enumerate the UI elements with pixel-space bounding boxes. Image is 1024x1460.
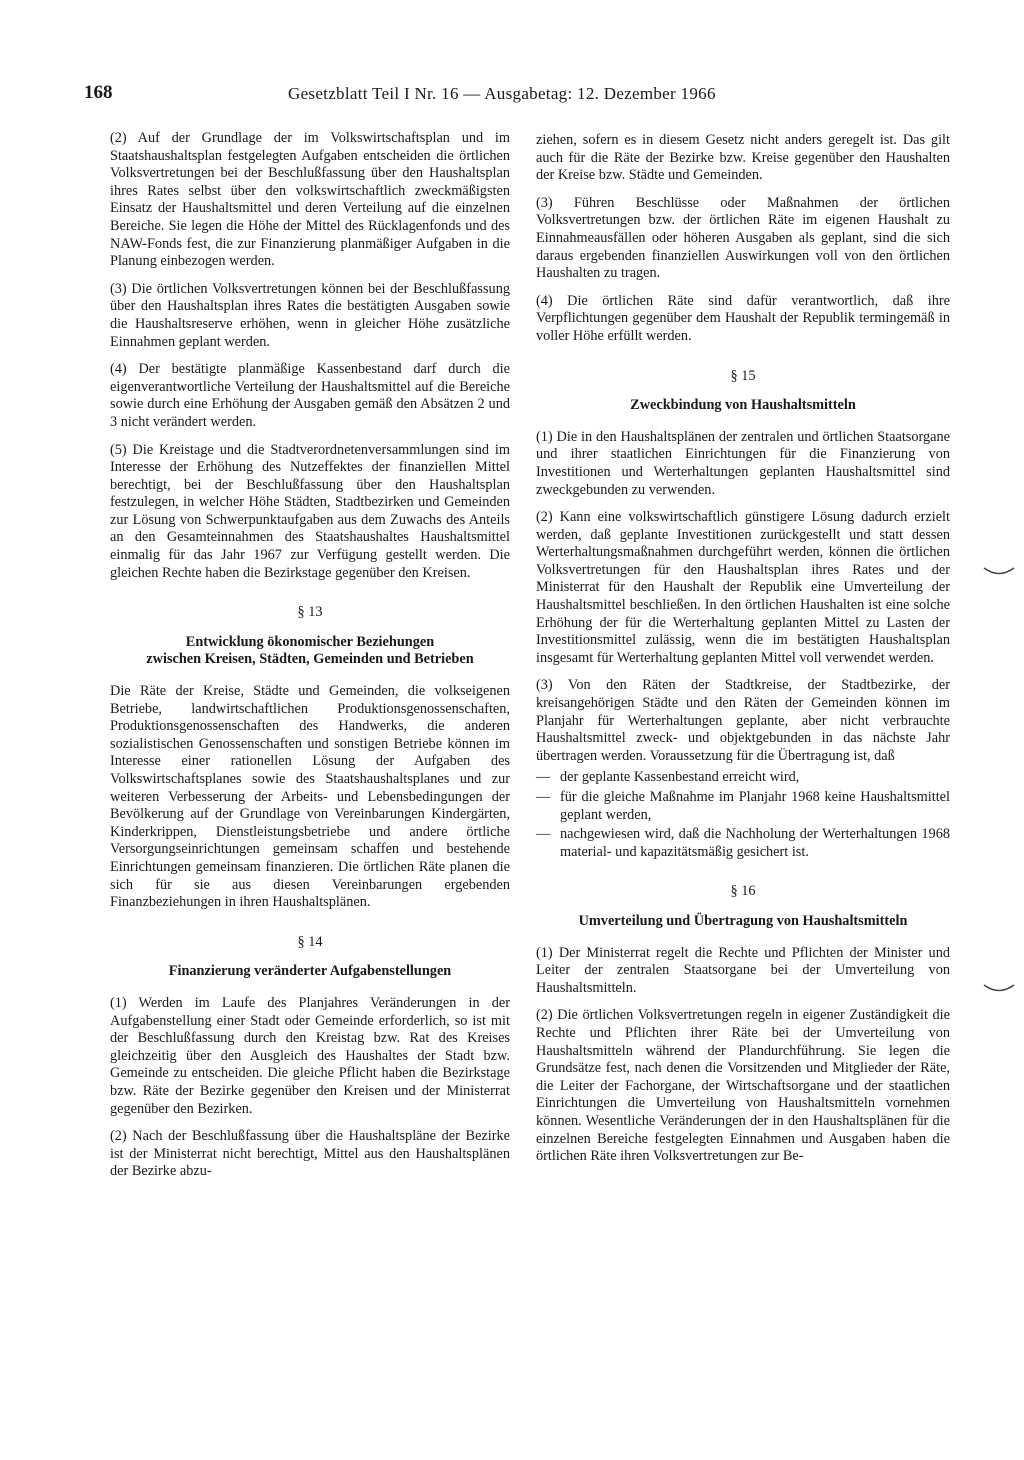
margin-curve-mark (982, 565, 1016, 577)
section-16-paragraph-2: (2) Die örtlichen Volksvertretungen regeln in eigener Zuständigkeit die Rechte und Pflichten ihrer Räte bei der Umverteilung von Haushaltsmitteln während der Plandurchführung. Sie legen die Grundsätze fest, nach denen die Vorsitzenden und Mitglieder der Räte, die Leiter der Fachorgane, der Wirtschaftsorgane und der staatlichen Einrichtungen die Umverteilung von Haushaltsmitteln vornehmen können. Wesentliche Veränderungen der in den Haushaltsplänen für die einzelnen Bereiche festgelegten Einnahmen und Ausgaben haben die örtlichen Räte ihren Volksvertretungen zur Be- (536, 1007, 950, 1165)
list-item-text: für die gleiche Maßnahme im Planjahr 1968 keine Haushaltsmittel geplant werden, (560, 789, 950, 823)
section-14-number: § 14 (297, 933, 323, 950)
section-13-text: Die Räte der Kreise, Städte und Gemeinden, die volkseigenen Betriebe, landwirtschaftlichen Produktionsgenossenschaften, Produktionsgenossenschaften des Handwerks, die anderen sozialistischen Genossenschaften und sonstigen Betriebe können im Interesse einer rationellen Lösung der Aufgaben des Volkswirtschaftsplanes sowie des Staatshaushaltsplanes und zur weiteren Verbesserung der Arbeits- und Lebensbedingungen der Bevölkerung auf der Grundlage von Vereinbarungen Kindergärten, Kinderkrippen, Dienstleistungsbetriebe und andere örtliche Versorgungseinrichtungen gemeinsam schaffen und bestehende Einrichtungen gemeinsam finanzieren. Die örtlichen Räte planen die sich für sie aus diesen Vereinbarungen ergebenden Finanzbeziehungen in ihren Haushaltsplänen. (110, 683, 510, 911)
section-14-paragraph-2-start: (2) Nach der Beschlußfassung über die Haushaltspläne der Bezirke ist der Ministerrat nicht berechtigt, Mittel aus den Haushaltsplänen der Bezirke abzu- (110, 1128, 510, 1180)
paragraph-12-2: (2) Auf der Grundlage der im Volkswirtschaftsplan und im Staatshaushaltsplan festgelegten Aufgaben entscheiden die örtlichen Volksvertretungen bei der Beschlußfassung über den Haushaltsplan ihres Rates selbst über den volkswirtschaftlich zweckmäßigsten Einsatz der Haushaltsmittel und deren Verteilung auf die einzelnen Bereiche. Sie legen die Höhe der Mittel des Rücklagenfonds und des NAW-Fonds fest, die zur Finanzierung planmäßiger Aufgaben in die Planung einbezogen werden. (110, 130, 510, 270)
list-dash: — (536, 826, 551, 843)
section-14-title: Finanzierung veränderter Aufgabenstellungen (168, 963, 452, 980)
paragraph-12-4: (4) Der bestätigte planmäßige Kassenbestand darf durch die eigenverantwortliche Verteilung der Haushaltsmittel auf die Bereiche sowie durch eine Erhöhung der Ausgaben gemäß den Absätzen 2 und 3 nicht verändert werden. (110, 361, 510, 430)
list-item (536, 789, 950, 824)
section-15-paragraph-2: (2) Kann eine volkswirtschaftlich günstigere Lösung dadurch erzielt werden, daß geplante Investitionen zurückgestellt und statt dessen Werterhaltungsmaßnahmen durchgeführt werden, können die örtlichen Volksvertretungen für den Haushaltsplan ihres Rates und der Ministerrat für den Haushalt der Republik eine Umverteilung der Haushaltsmittel beschließen. In den örtlichen Haushalten ist eine solche Erhöhung der für die Werterhaltung geplanten Mittel zu Lasten der Investitionsmittel zulässig, wenn die im bestätigten Haushaltsplan insgesamt für Werterhaltung geplanten Mittel voll verwendet werden. (536, 509, 950, 666)
margin-curve-mark (982, 982, 1016, 994)
section-16-title: Umverteilung und Übertragung von Haushaltsmitteln (578, 912, 908, 929)
section-13-title-line-1: Entwicklung ökonomischer Beziehungen (185, 633, 435, 650)
section-15-number: § 15 (730, 367, 756, 384)
right-column (536, 132, 950, 1176)
list-dash: — (536, 769, 551, 786)
paragraph-12-5: (5) Die Kreistage und die Stadtverordnetenversammlungen sind im Interesse der Erhöhung des Nutzeffektes der finanziellen Mittel berechtigt, bei der Beschlußfassung über den Haushaltsplan festzulegen, in welcher Höhe Städten, Stadtbezirken und Gemeinden zur Lösung von Schwerpunktaufgaben aus dem Zuwachs des Anteils an den Gesamteinnahmen des Staatshaushaltes Haushaltsmittel einmalig für das Jahr 1967 zur Verfügung gestellt werden. Die gleichen Rechte haben die Bezirkstage gegenüber den Kreisen. (110, 441, 510, 581)
list-item (536, 826, 950, 861)
section-13-title (110, 634, 510, 669)
section-16-paragraph-1: (1) Der Ministerrat regelt die Rechte und Pflichten der Minister und Leiter der zentralen Staatsorgane bei der Umverteilung von Haushaltsmitteln. (536, 944, 950, 996)
section-15-paragraph-3: (3) Von den Räten der Stadtkreise, der Stadtbezirke, der kreisangehörigen Städte und den Räten der Gemeinden können im Planjahr für Werterhaltungen geplante, aber nicht verbrauchte Haushaltsmittel zweck- und objektgebunden in das nächste Jahr übertragen werden. Voraussetzung für die Übertragung ist, daß (536, 677, 950, 764)
list-item (536, 769, 950, 787)
page-number: 168 (84, 82, 113, 103)
section-14-paragraph-2-continued: ziehen, sofern es in diesem Gesetz nicht anders geregelt ist. Das gilt auch für die Räte der Bezirke bzw. Kreise gegenüber den Haushalten der Kreise bzw. Städte und Gemeinden. (536, 132, 950, 184)
list-dash: — (536, 789, 551, 805)
section-15-condition-list (536, 769, 950, 861)
running-head: Gesetzblatt Teil I Nr. 16 — Ausgabetag: 12. Dezember 1966 (288, 84, 716, 103)
section-15-title: Zweckbindung von Haushaltsmitteln (630, 397, 856, 414)
section-14-paragraph-1: (1) Werden im Laufe des Planjahres Veränderungen in der Aufgabenstellung einer Stadt oder Gemeinde erforderlich, so ist mit der Beschlußfassung durch den Kreistag bzw. Rat des Kreises gleichzeitig über den Ausgleich des Haushaltes der Stadt bzw. Gemeinde zu entscheiden. Die gleiche Pflicht haben die Bezirkstage bzw. Räte der Bezirke gegenüber den Kreisen und der Ministerrat gegenüber den Bezirken. (110, 994, 510, 1117)
paragraph-12-3: (3) Die örtlichen Volksvertretungen können bei der Beschlußfassung über den Haushaltsplan ihres Rates die bestätigten Ausgaben sowie die Haushaltsreserve erhöhen, wenn in gleicher Höhe zusätzliche Einnahmen geplant werden. (110, 280, 510, 350)
section-14-paragraph-3: (3) Führen Beschlüsse oder Maßnahmen der örtlichen Volksvertretungen bzw. der örtlichen Räte im eigenen Haushalt zu Einnahmeausfällen oder höheren Ausgaben als geplant, sind die sich daraus ergebenden finanziellen Auswirkungen voll von den örtlichen Haushalten zu tragen. (536, 194, 950, 282)
section-14-paragraph-4: (4) Die örtlichen Räte sind dafür verantwortlich, daß ihre Verpflichtungen gegenüber dem Haushalt der Republik termingemäß in voller Höhe erfüllt werden. (536, 292, 950, 344)
section-15-paragraph-1: (1) Die in den Haushaltsplänen der zentralen und örtlichen Staatsorgane und ihrer staatlichen Einrichtungen für die Finanzierung von Investitionen und Werterhaltungen geplanten Haushaltsmittel sind zweckgebunden zu verwenden. (536, 428, 950, 498)
list-item-text: der geplante Kassenbestand erreicht wird, (560, 769, 800, 786)
list-item-text: nachgewiesen wird, daß die Nachholung der Werterhaltungen 1968 material- und kapazitätsmäßig gesichert ist. (560, 826, 950, 860)
section-13-number: § 13 (297, 604, 323, 621)
section-13-title-line-2: zwischen Kreisen, Städten, Gemeinden und Betrieben (146, 651, 474, 668)
page-header (84, 82, 944, 112)
left-column (110, 130, 510, 1191)
section-16-number: § 16 (730, 883, 756, 900)
